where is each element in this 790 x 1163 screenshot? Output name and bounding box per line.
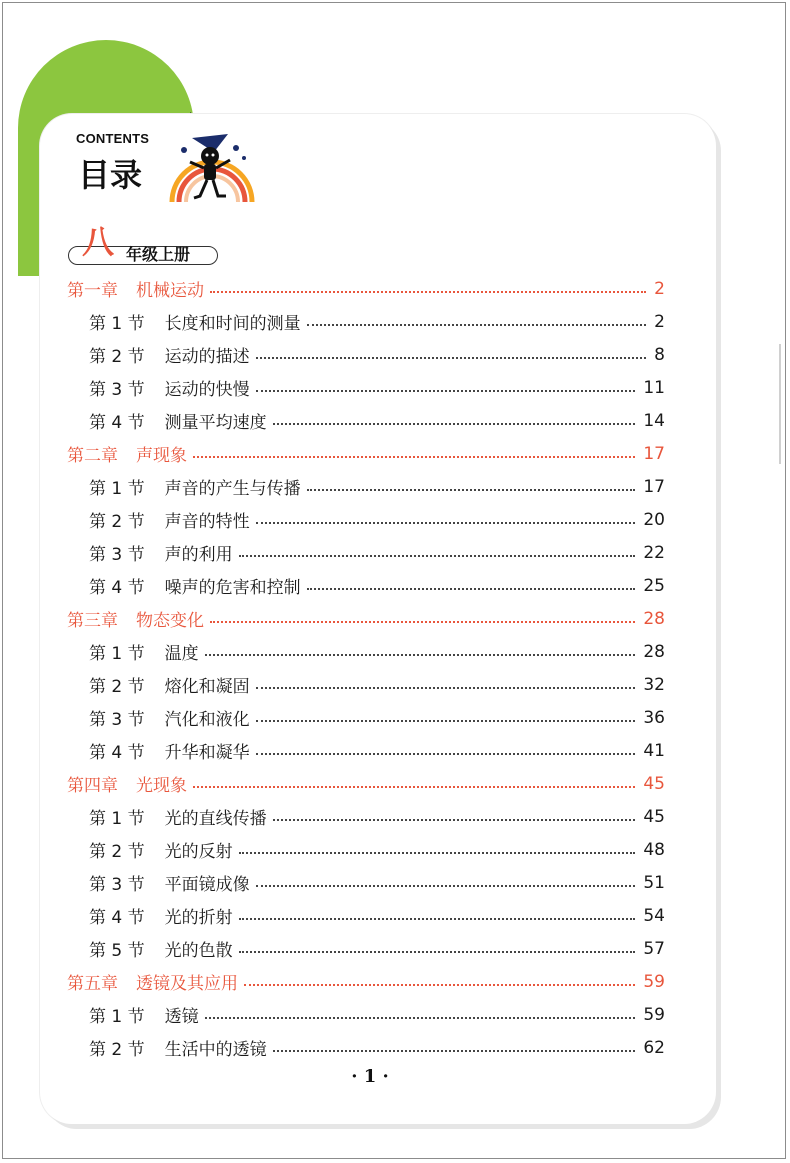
dot-leader <box>307 489 636 491</box>
toc-section-row <box>89 1031 665 1064</box>
section-title: 熔化和凝固 <box>164 677 250 697</box>
section-number: 第 1 节 <box>89 479 145 499</box>
section-title: 测量平均速度 <box>164 413 267 433</box>
section-title: 运动的快慢 <box>164 380 250 400</box>
dot-leader <box>239 852 636 854</box>
chapter-title: 光现象 <box>136 776 187 796</box>
section-number: 第 2 节 <box>89 1040 145 1060</box>
section-title: 光的直线传播 <box>164 809 267 829</box>
chapter-page-number: 45 <box>643 773 665 794</box>
section-number: 第 4 节 <box>89 578 145 598</box>
toc-section-row <box>89 569 665 602</box>
dot-leader <box>205 654 636 656</box>
section-page-number: 36 <box>643 707 665 728</box>
chapter-title: 声现象 <box>136 446 187 466</box>
toc-section-row <box>89 899 665 932</box>
dot-leader <box>244 984 635 986</box>
section-title: 光的色散 <box>164 941 233 961</box>
grade-number: 八 <box>82 223 115 261</box>
dot-leader <box>273 1050 636 1052</box>
toc-section-row <box>89 734 665 767</box>
section-page-number: 57 <box>643 938 665 959</box>
section-number: 第 3 节 <box>89 710 145 730</box>
section-page-number: 45 <box>643 806 665 827</box>
toc-section-row <box>89 404 665 437</box>
dot-leader <box>307 588 636 590</box>
page-number: · 1 · <box>351 1066 389 1087</box>
dot-leader <box>210 291 646 293</box>
toc-chapter-row <box>67 437 665 470</box>
section-title: 噪声的危害和控制 <box>164 578 301 598</box>
chapter-number: 第一章 <box>67 281 118 301</box>
section-page-number: 8 <box>654 344 665 365</box>
section-page-number: 22 <box>643 542 665 563</box>
dot-leader <box>256 753 636 755</box>
toc-section-row <box>89 998 665 1031</box>
chapter-page-number: 17 <box>643 443 665 464</box>
section-title: 平面镜成像 <box>164 875 250 895</box>
section-title: 光的反射 <box>164 842 233 862</box>
dot-leader <box>210 621 635 623</box>
chapter-page-number: 28 <box>643 608 665 629</box>
section-page-number: 54 <box>643 905 665 926</box>
toc-section-row <box>89 800 665 833</box>
section-page-number: 28 <box>643 641 665 662</box>
toc-section-row <box>89 668 665 701</box>
toc-chapter-row <box>67 767 665 800</box>
dot-leader <box>256 390 636 392</box>
toc-chapter-row <box>67 965 665 998</box>
dot-leader <box>273 819 636 821</box>
toc-section-row <box>89 932 665 965</box>
section-title: 光的折射 <box>164 908 233 928</box>
dot-leader <box>193 786 635 788</box>
dot-leader <box>256 885 636 887</box>
section-number: 第 3 节 <box>89 545 145 565</box>
section-number: 第 1 节 <box>89 1007 145 1027</box>
page-title: 目录 <box>78 156 143 194</box>
dot-leader <box>239 951 636 953</box>
toc-section-row <box>89 536 665 569</box>
toc-section-row <box>89 470 665 503</box>
section-title: 声音的产生与传播 <box>164 479 301 499</box>
toc-chapter-row <box>67 602 665 635</box>
contents-label: CONTENTS <box>76 131 150 146</box>
section-page-number: 62 <box>643 1037 665 1058</box>
section-title: 运动的描述 <box>164 347 250 367</box>
section-title: 声音的特性 <box>164 512 250 532</box>
section-title: 升华和凝华 <box>164 743 250 763</box>
chapter-number: 第二章 <box>67 446 118 466</box>
toc-section-row <box>89 371 665 404</box>
chapter-number: 第三章 <box>67 611 118 631</box>
chapter-title: 物态变化 <box>136 611 204 631</box>
chapter-title: 机械运动 <box>136 281 204 301</box>
dot-leader <box>256 522 636 524</box>
section-number: 第 1 节 <box>89 314 145 334</box>
dot-leader <box>239 555 636 557</box>
section-number: 第 2 节 <box>89 512 145 532</box>
section-number: 第 3 节 <box>89 380 145 400</box>
dot-leader <box>273 423 636 425</box>
section-page-number: 48 <box>643 839 665 860</box>
section-number: 第 5 节 <box>89 941 145 961</box>
section-page-number: 32 <box>643 674 665 695</box>
section-page-number: 17 <box>643 476 665 497</box>
toc-section-row <box>89 503 665 536</box>
section-number: 第 4 节 <box>89 743 145 763</box>
toc-section-row <box>89 305 665 338</box>
chapter-number: 第四章 <box>67 776 118 796</box>
section-number: 第 2 节 <box>89 842 145 862</box>
section-number: 第 4 节 <box>89 413 145 433</box>
section-title: 声的利用 <box>164 545 233 565</box>
dot-leader <box>256 357 647 359</box>
section-page-number: 2 <box>654 311 665 332</box>
section-page-number: 51 <box>643 872 665 893</box>
section-number: 第 1 节 <box>89 809 145 829</box>
dot-leader <box>256 687 636 689</box>
dot-leader <box>256 720 636 722</box>
section-page-number: 25 <box>643 575 665 596</box>
chapter-title: 透镜及其应用 <box>136 974 238 994</box>
toc-section-row <box>89 635 665 668</box>
chapter-number: 第五章 <box>67 974 118 994</box>
section-page-number: 59 <box>643 1004 665 1025</box>
dot-leader <box>205 1017 636 1019</box>
toc-section-row <box>89 833 665 866</box>
chapter-page-number: 2 <box>654 278 665 299</box>
dot-leader <box>307 324 647 326</box>
section-title: 长度和时间的测量 <box>164 314 301 334</box>
section-title: 温度 <box>164 644 199 664</box>
section-number: 第 2 节 <box>89 347 145 367</box>
section-page-number: 14 <box>643 410 665 431</box>
section-title: 汽化和液化 <box>164 710 250 730</box>
section-number: 第 2 节 <box>89 677 145 697</box>
section-number: 第 4 节 <box>89 908 145 928</box>
section-page-number: 20 <box>643 509 665 530</box>
toc-section-row <box>89 338 665 371</box>
toc-chapter-row <box>67 272 665 305</box>
grade-label: 年级上册 <box>126 245 191 264</box>
toc-section-row <box>89 701 665 734</box>
dot-leader <box>193 456 635 458</box>
chapter-page-number: 59 <box>643 971 665 992</box>
section-title: 生活中的透镜 <box>164 1040 267 1060</box>
section-number: 第 3 节 <box>89 875 145 895</box>
section-title: 透镜 <box>164 1007 199 1027</box>
section-page-number: 41 <box>643 740 665 761</box>
toc-section-row <box>89 866 665 899</box>
section-page-number: 11 <box>643 377 665 398</box>
dot-leader <box>239 918 636 920</box>
section-number: 第 1 节 <box>89 644 145 664</box>
